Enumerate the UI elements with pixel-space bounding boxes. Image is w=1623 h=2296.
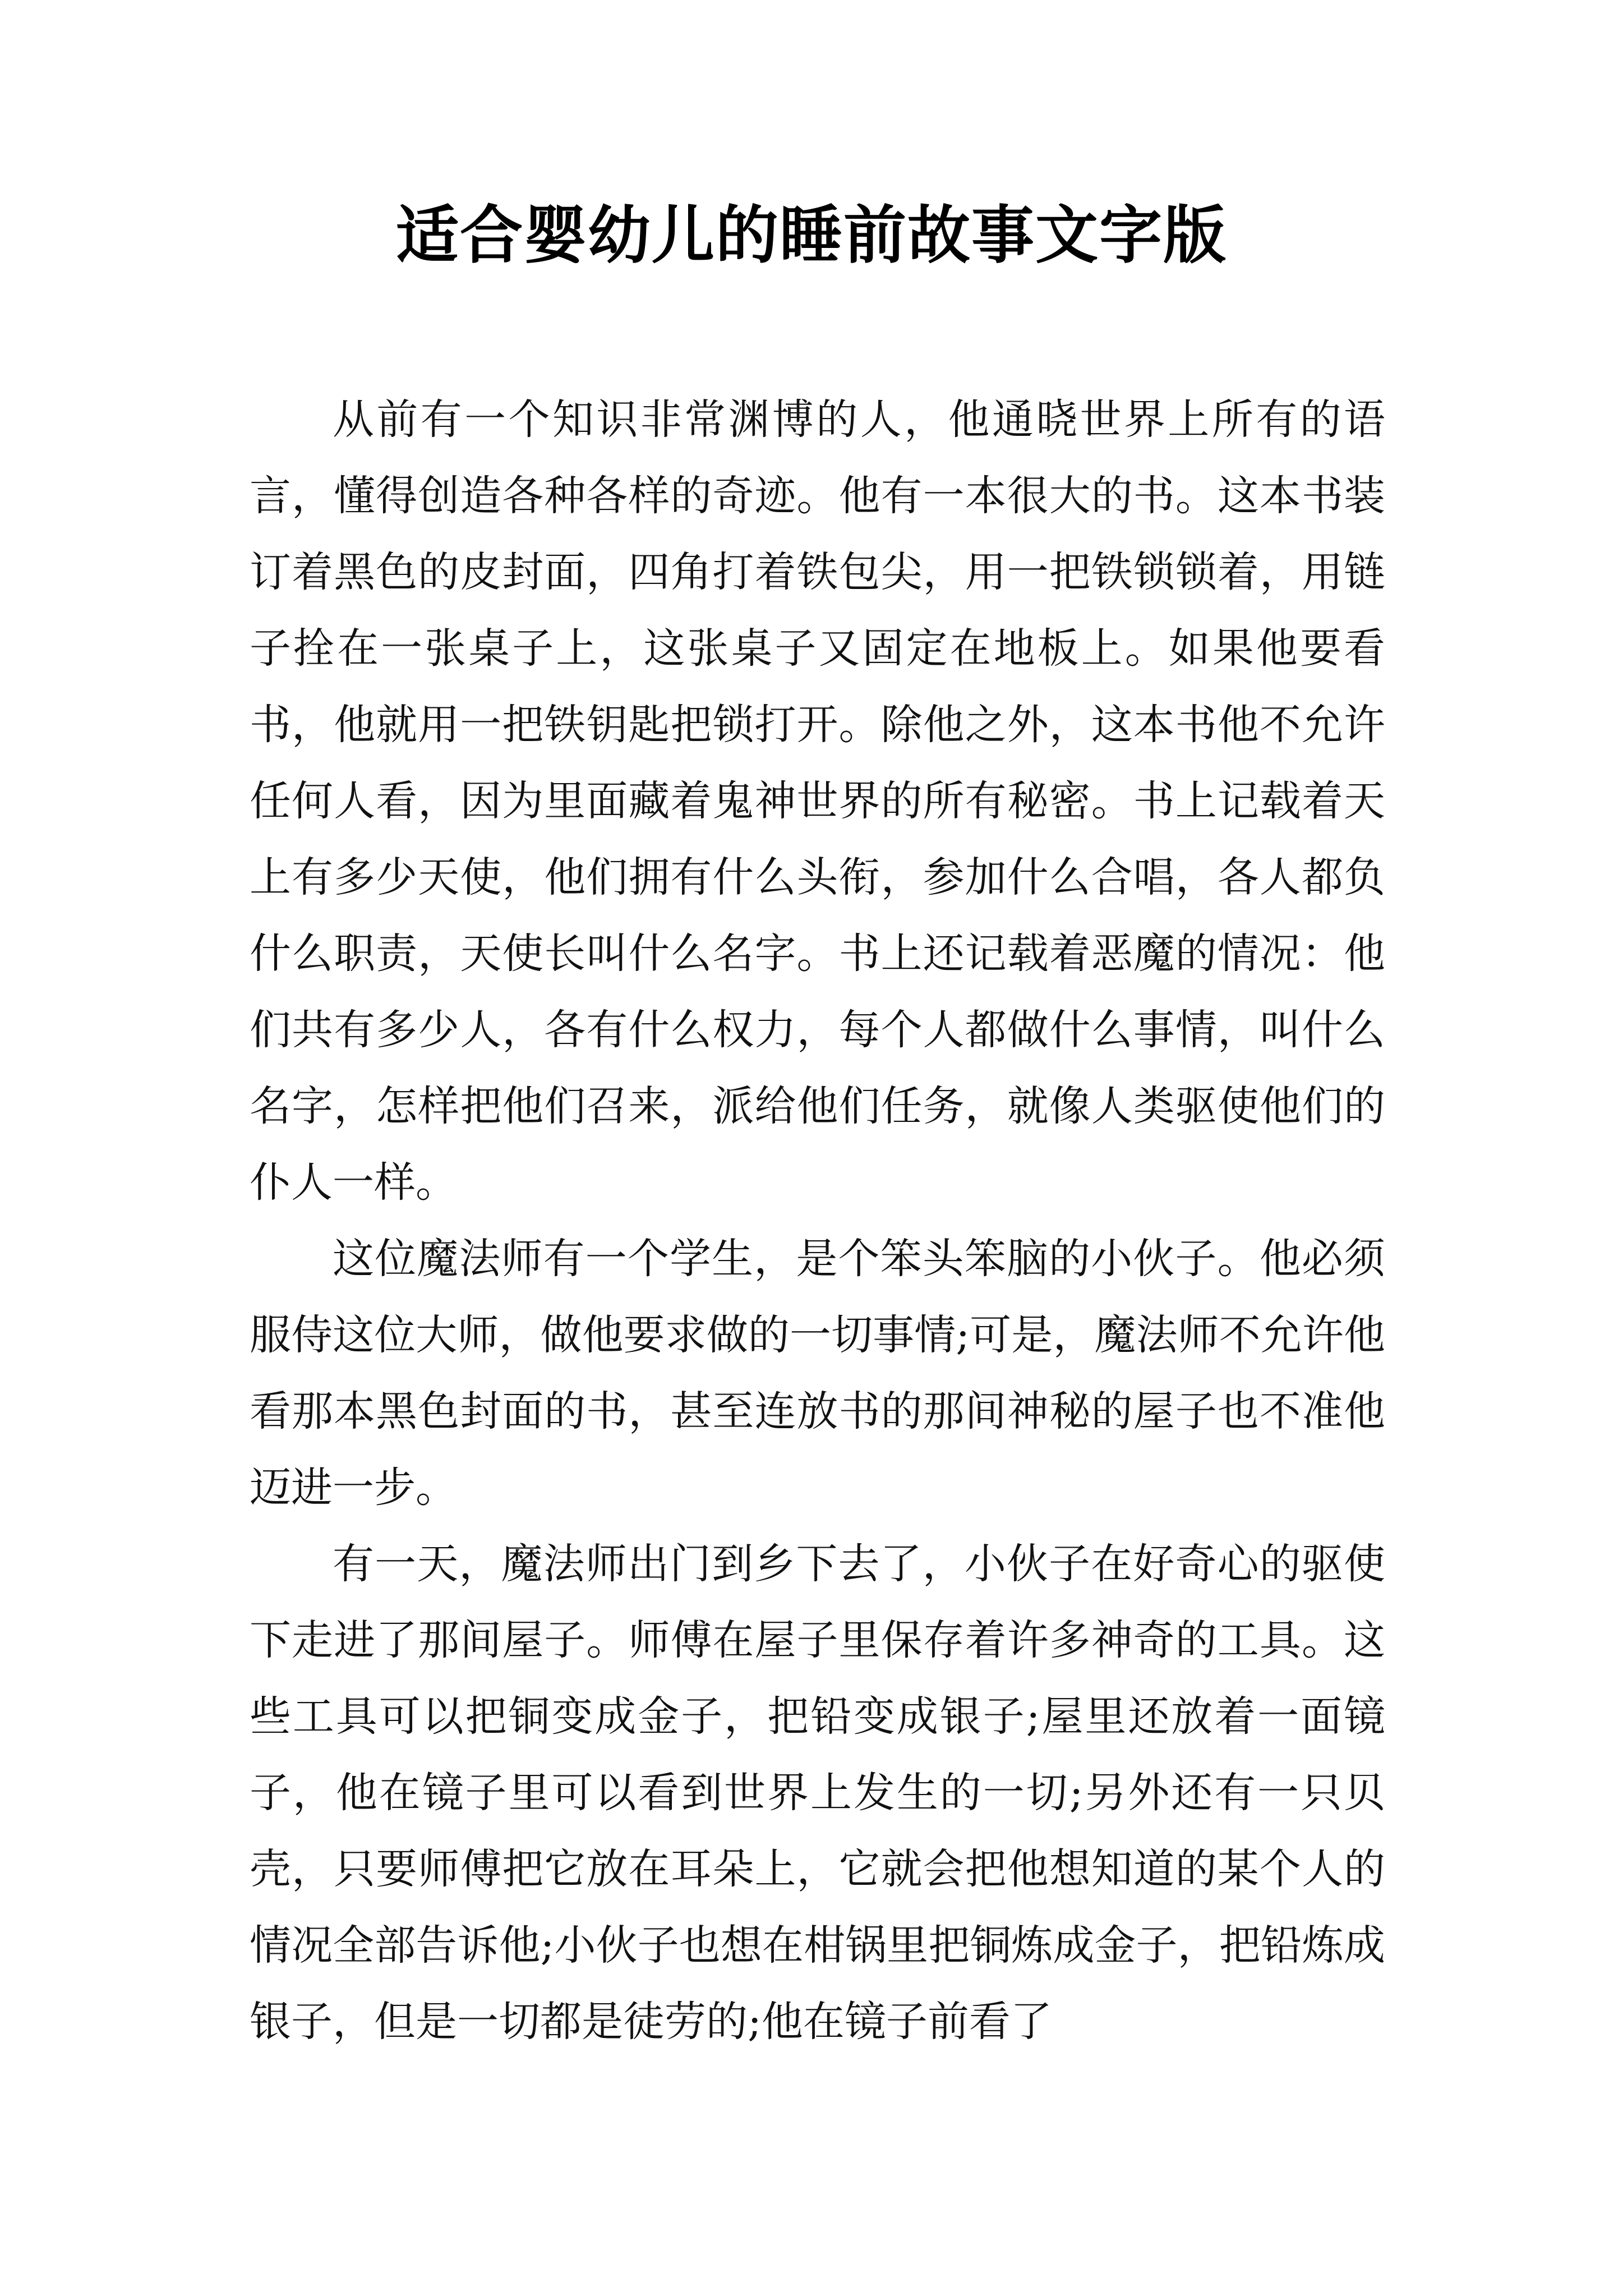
document-title: 适合婴幼儿的睡前故事文字版 [396,199,1227,272]
paragraph-2: 这位魔法师有一个学生，是个笨头笨脑的小伙子。他必须服侍这位大师，做他要求做的一切事情;可是，魔法师不允许他看那本黑色封面的书，甚至连放书的那间神秘的屋子也不准他迈进一步。 [250,1235,1385,1512]
paragraph-3: 有一天，魔法师出门到乡下去了，小伙子在好奇心的驱使下走进了那间屋子。师傅在屋子里保存着许多神奇的工具。这些工具可以把铜变成金子，把铅变成银子;屋里还放着一面镜子，他在镜子里可以看到世界上发生的一切;另外还有一只贝壳，只要师傅把它放在耳朵上，它就会把他想知道的某个人的情况全部告诉他;小伙子也想在柑锅里把铜炼成金子，把铅炼成银子，但是一切都是徒劳的;他在镜子前看了 [250,1540,1385,2046]
paragraph-1: 从前有一个知识非常渊博的人，他通晓世界上所有的语言，懂得创造各种各样的奇迹。他有一本很大的书。这本书装订着黑色的皮封面，四角打着铁包尖，用一把铁锁锁着，用链子拴在一张桌子上，这张桌子又固定在地板上。如果他要看书，他就用一把铁钥匙把锁打开。除他之外，这本书他不允许任何人看，因为里面藏着鬼神世界的所有秘密。书上记载着天上有多少天使，他们拥有什么头衔，参加什么合唱，各人都负什么职责，天使长叫什么名字。书上还记载着恶魔的情况：他们共有多少人，各有什么权力，每个人都做什么事情，叫什么名字，怎样把他们召来，派给他们任务，就像人类驱使他们的仆人一样。 [250,395,1385,1207]
document-body [250,381,1385,2060]
